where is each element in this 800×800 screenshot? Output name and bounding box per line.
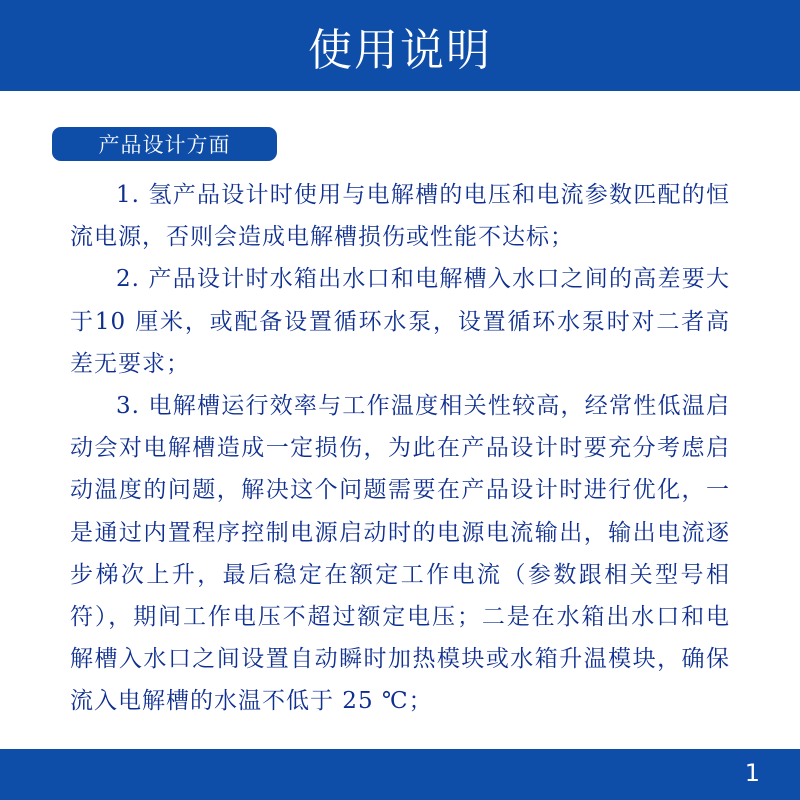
instruction-paragraph-3: 3. 电解槽运行效率与工作温度相关性较高，经常性低温启动会对电解槽造成一定损伤，为此在产品设计时要充分考虑启动温度的问题，解决这个问题需要在产品设计时进行优化，一是通过内置程序控制电源启动时的电源电流输出，输出电流逐步梯次上升，最后稳定在额定工作电流（参数跟相关型号相符），期间工作电压不超过额定电压；二是在水箱出水口和电解槽入水口之间设置自动瞬时加热模块或水箱升温模块，确保流入电解槽的水温不低于 25 ℃； [70,393,730,715]
section-badge [52,127,277,161]
instructions-body [70,174,730,723]
section-title: 产品设计方面 [98,133,231,157]
footer-bar [0,749,800,800]
instruction-paragraph-1: 1. 氢产品设计时使用与电解槽的电压和电流参数匹配的恒流电源，否则会造成电解槽损伤或性能不达标； [70,182,730,251]
instruction-paragraph-2: 2. 产品设计时水箱出水口和电解槽入水口之间的高差要大于10 厘米，或配备设置循环水泵，设置循环水泵时对二者高差无要求； [70,266,730,377]
page-number: 1 [744,759,760,787]
header-bar [0,0,800,91]
page-title: 使用说明 [308,24,492,76]
